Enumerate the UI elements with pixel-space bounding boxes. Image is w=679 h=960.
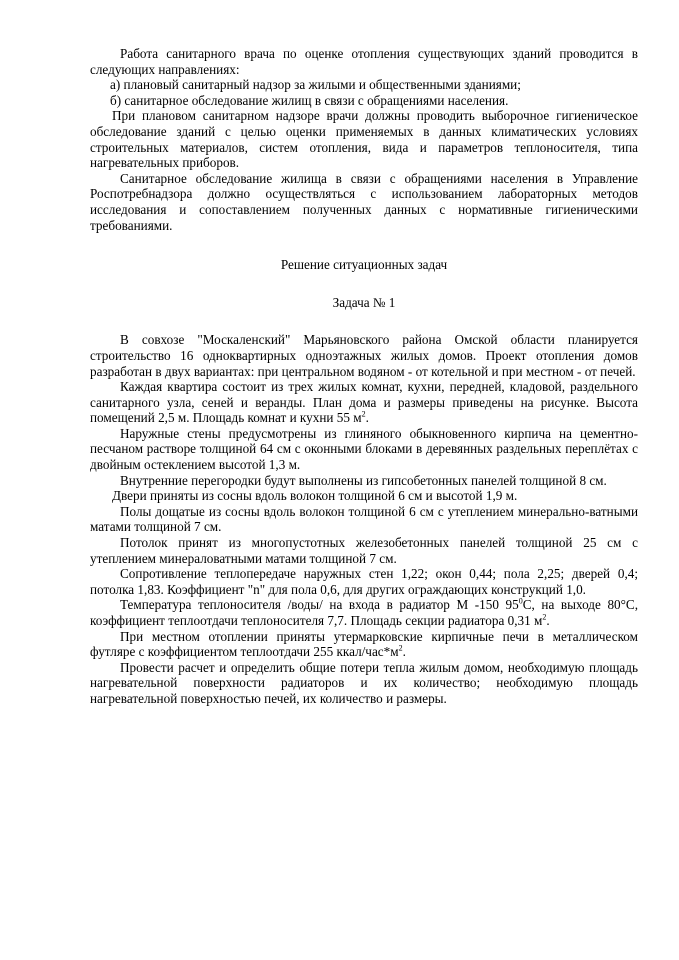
section-title: Решение ситуационных задач (280, 257, 448, 273)
task-paragraph-10-text: При местном отоплении приняты утермарковские кирпичные печи в металлическом футляре с коэффициентом теплоотдачи 255 ккал/час*м (90, 628, 638, 660)
task-paragraph-9-mid: С, на выходе 80°С, коэффициент теплоотдачи теплоносителя 7,7. Площадь секции радиатора 0,31 м (90, 597, 639, 628)
task-paragraph-10-sup: 2 (398, 643, 403, 653)
task-paragraph-2-sup: 2 (361, 409, 366, 419)
intro-list-item-b: б) санитарное обследование жилищ в связи с обращениями населения. (110, 92, 509, 108)
intro-paragraph-2: При плановом санитарном надзоре врачи должны проводить выборочное гигиеническое обследование зданий с целью оценки применяемых в данных климатических условиях строительных материалов, систем отопления, вида и параметров теплоносителя, типа нагревательных приборов. (90, 108, 638, 171)
task-paragraph-10 (90, 629, 638, 660)
intro-list-item-a: а) плановый санитарный надзор за жилыми и общественными зданиями; (110, 77, 521, 93)
task-paragraph-9-sup: 0 (518, 597, 523, 607)
task-paragraph-9 (90, 597, 638, 628)
task-paragraph-6: Полы дощатые из сосны вдоль волокон толщиной 6 см с утеплением минерально-ватными матами толщиной 7 см. (90, 503, 638, 535)
intro-paragraph-1: Работа санитарного врача по оценке отопления существующих зданий проводится в следующих направлениях: (90, 46, 638, 77)
task-paragraph-10-end: . (402, 644, 406, 660)
task-paragraph-9-end: . (546, 613, 550, 628)
task-paragraph-9-sup2: 2 (542, 612, 547, 622)
task-paragraph-2 (90, 379, 638, 426)
task-paragraph-5: Двери приняты из сосны вдоль волокон толщиной 6 см и высотой 1,9 м. (112, 488, 518, 504)
task-paragraph-4: Внутренние перегородки будут выполнены из гипсобетонных панелей толщиной 8 см. (120, 472, 607, 488)
document-page (90, 46, 638, 707)
task-paragraph-7: Потолок принят из многопустотных железобетонных панелей толщиной 25 см с утеплением минераловатными матами толщиной 7 см. (90, 535, 638, 566)
task-paragraph-3: Наружные стены предусмотрены из глиняного обыкновенного кирпича на цементно-песчаном растворе толщиной 64 см с оконными блоками в деревянных раздельных переплётах с двойным остеклением высотой 1,3 м. (90, 425, 638, 473)
task-paragraph-2-end: . (365, 410, 369, 426)
intro-paragraph-3: Санитарное обследование жилища в связи с обращениями населения в Управление Роспотребнадзора должно осуществляться с использованием лабораторных методов исследования и сопоставлением полученных данных с нормативные гигиеническими требованиями. (90, 170, 638, 233)
task-paragraph-1: В совхозе "Москаленский" Марьяновского района Омской области планируется строительство 16 одноквартирных одноэтажных жилых домов. Проект отопления домов разработан в двух вариантах: при центральном водяном - от котельной и при местном - от печей. (90, 332, 638, 379)
task-paragraph-2-text: Каждая квартира состоит из трех жилых комнат, кухни, передней, кладовой, раздельного санитарного узла, сеней и веранды. План дома и размеры приведены на рисунке. Высота помещений 2,5 м. Площадь комнат и кухни 55 м (90, 379, 638, 426)
task-paragraph-11: Провести расчет и определить общие потери тепла жилым домом, необходимую площадь нагревательной поверхности радиаторов и их количество; необходимую площадь нагревательной поверхностью печей, их количество и размеры. (90, 659, 638, 706)
task-paragraph-8: Сопротивление теплопередаче наружных стен 1,22; окон 0,44; пола 2,25; дверей 0,4; потолка 1,83. Коэффициент "n" для пола 0,6, для других ограждающих конструкций 1,0. (90, 566, 638, 597)
task-paragraph-9-text: Температура теплоносителя /воды/ на входа в радиатор М -150 95 (120, 597, 519, 613)
task-title: Задача № 1 (332, 294, 396, 310)
